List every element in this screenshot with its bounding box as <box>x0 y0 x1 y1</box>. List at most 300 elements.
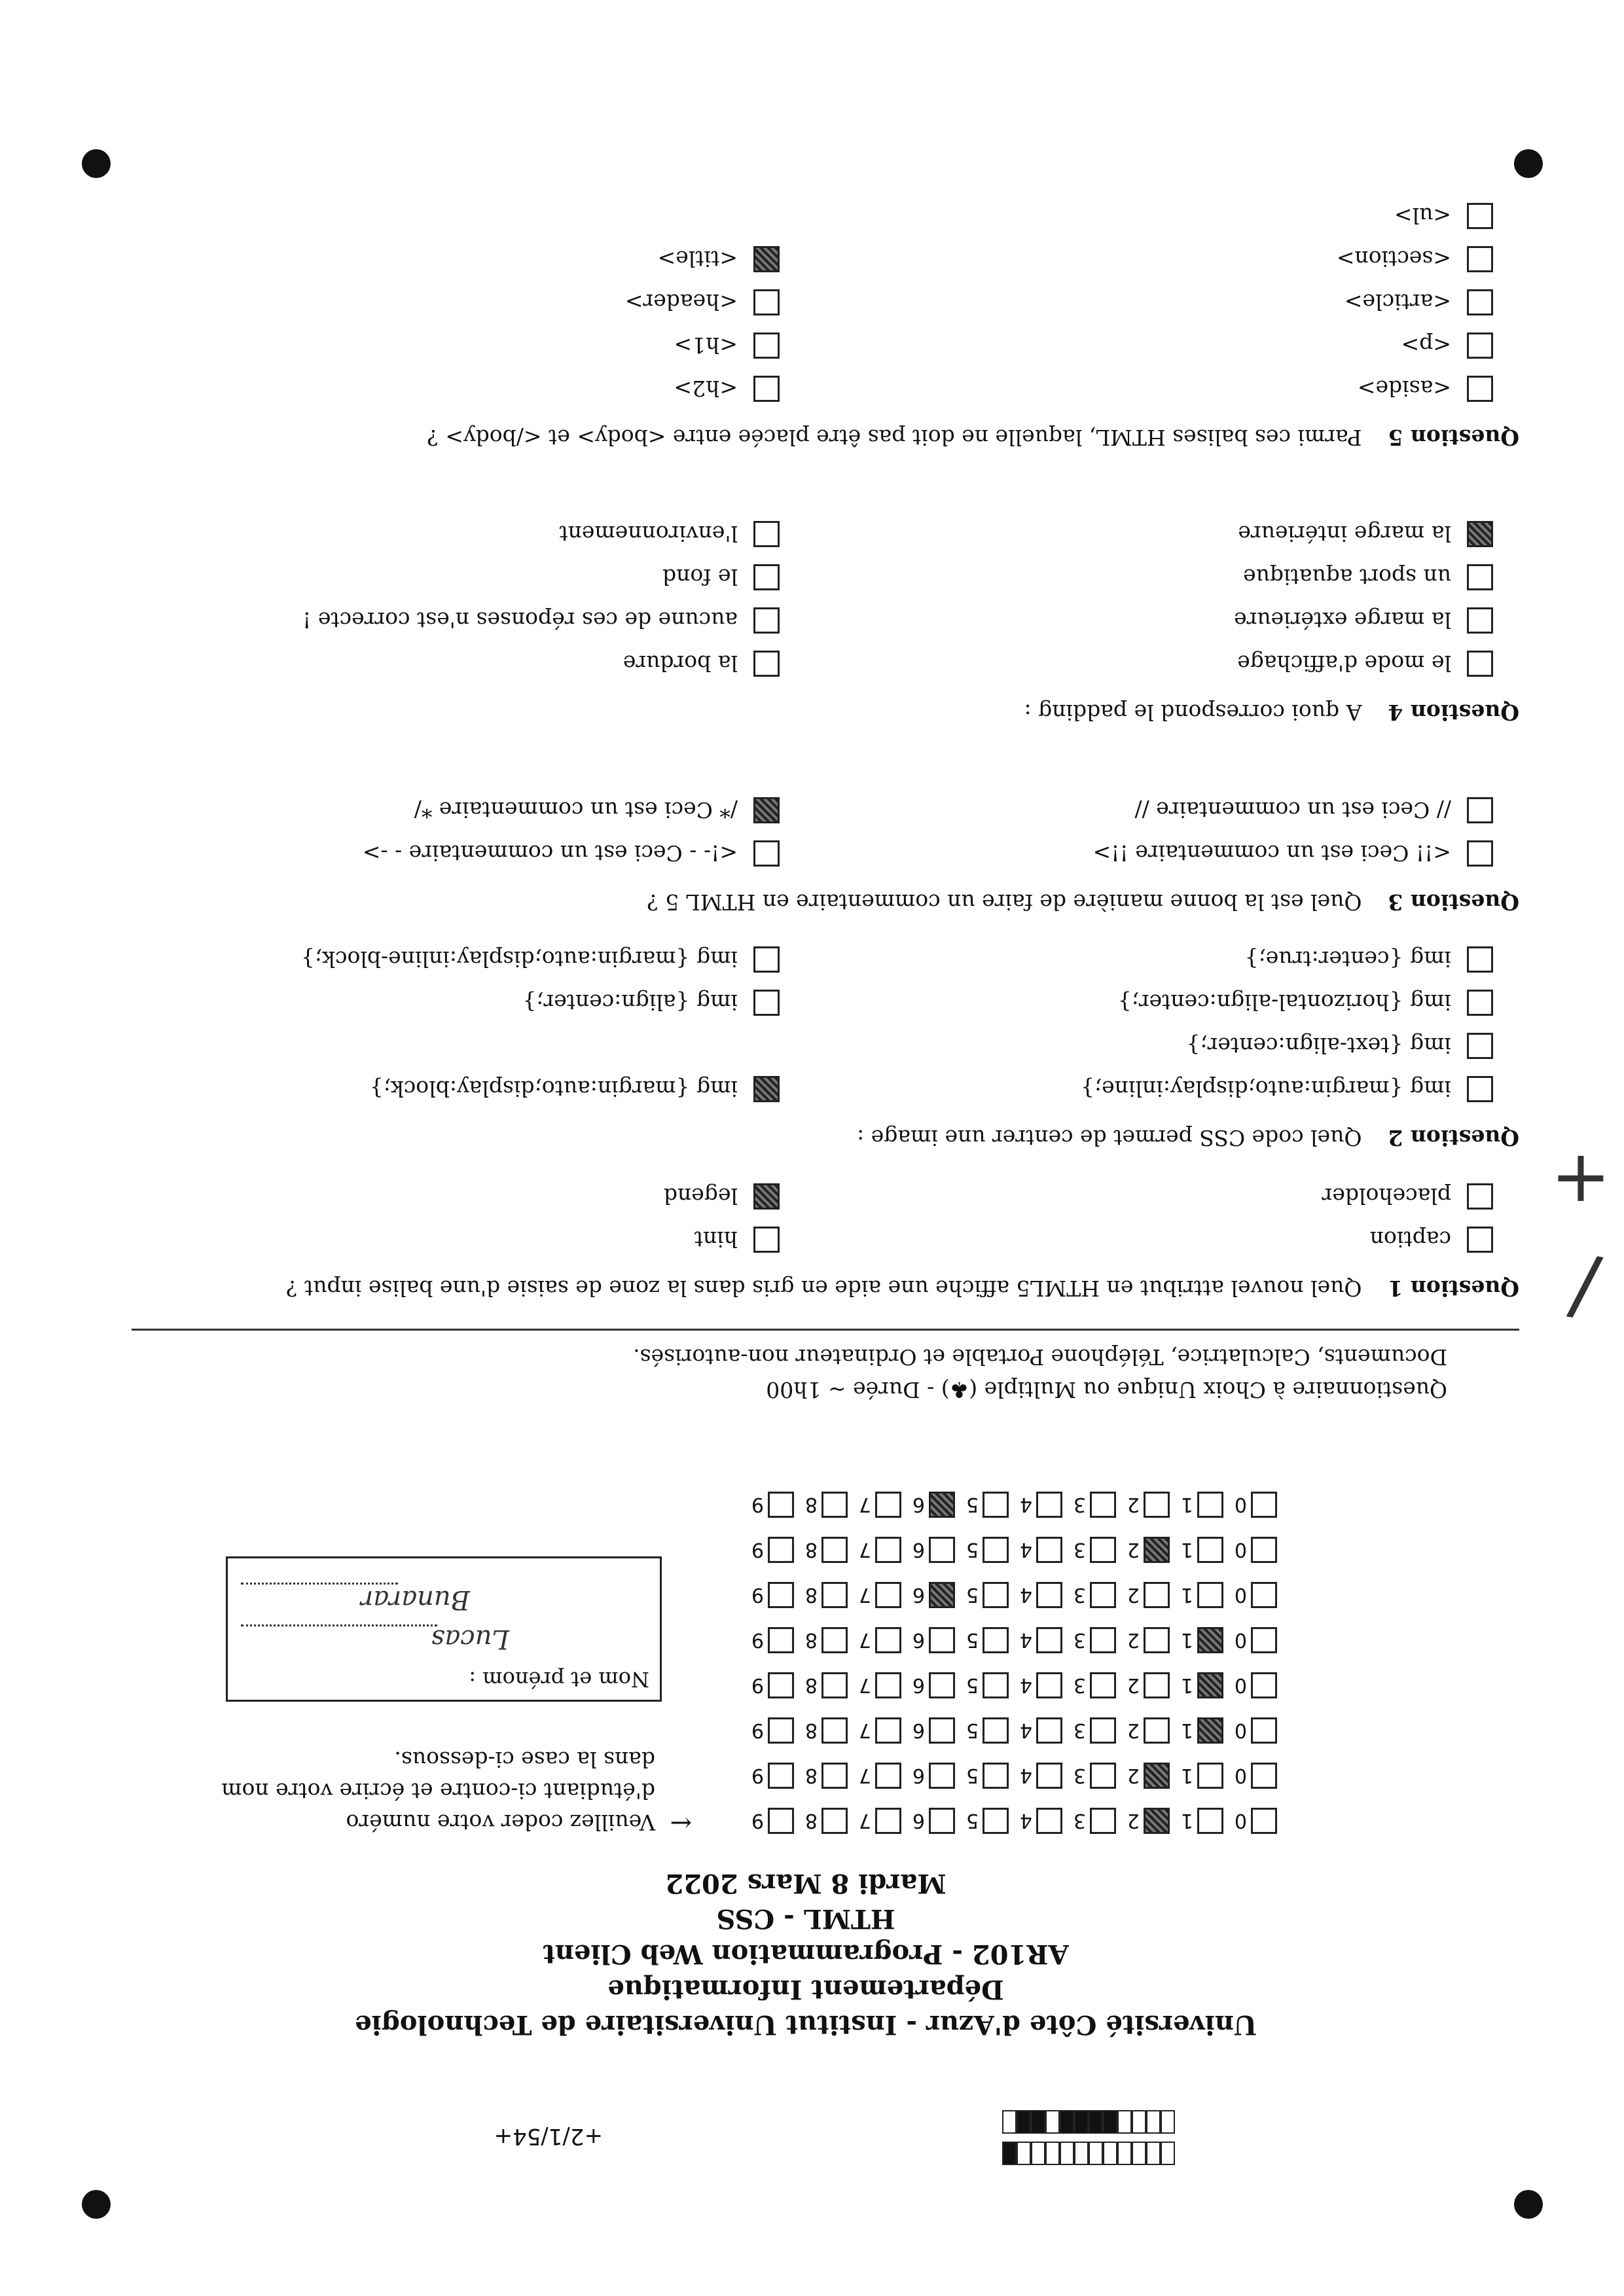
answer-label: la marge extérieure <box>1234 607 1451 634</box>
id-digit-label: 8 <box>804 1764 818 1787</box>
name-box[interactable] <box>226 1556 662 1702</box>
answer-checkbox[interactable] <box>753 990 780 1016</box>
answer-checkbox[interactable] <box>753 246 780 272</box>
id-digit-label: 6 <box>912 1538 925 1562</box>
registration-dot <box>82 149 111 178</box>
answer-choice[interactable] <box>662 564 780 590</box>
id-digit-cell <box>1170 1582 1223 1608</box>
answer-choice[interactable] <box>1358 376 1493 402</box>
answer-label: img {margin:auto;display:inline;} <box>1081 1076 1451 1102</box>
id-digit-label: 5 <box>965 1719 979 1742</box>
id-digit-checkbox[interactable] <box>821 1492 848 1518</box>
id-digit-checkbox[interactable] <box>875 1672 901 1698</box>
id-digit-cell <box>1170 1717 1223 1744</box>
answer-choice[interactable] <box>623 651 780 677</box>
id-digit-label: 5 <box>965 1538 979 1562</box>
id-digit-cell <box>1223 1582 1277 1608</box>
id-digit-label: 1 <box>1180 1583 1193 1607</box>
answer-checkbox[interactable] <box>1467 376 1493 402</box>
answer-label: img {margin:auto;display:inline-block;} <box>300 946 738 973</box>
answer-choice[interactable] <box>370 1076 780 1102</box>
id-digit-label: 3 <box>1073 1538 1086 1562</box>
answer-checkbox[interactable] <box>1467 332 1493 359</box>
id-digit-label: 7 <box>858 1493 871 1516</box>
id-digit-cell <box>901 1717 955 1744</box>
answer-checkbox[interactable] <box>1467 651 1493 677</box>
id-digit-label: 9 <box>751 1809 764 1833</box>
id-digit-checkbox[interactable] <box>1144 1717 1170 1744</box>
id-digit-cell <box>901 1808 955 1834</box>
answer-label: <header> <box>624 289 738 315</box>
answer-checkbox[interactable] <box>753 521 780 547</box>
id-digit-cell <box>794 1672 848 1698</box>
id-digit-checkbox[interactable] <box>821 1672 848 1698</box>
id-digit-checkbox[interactable] <box>1197 1492 1223 1518</box>
id-digit-checkbox[interactable] <box>768 1492 794 1518</box>
id-digit-checkbox[interactable] <box>1251 1672 1277 1698</box>
answer-choice[interactable] <box>625 289 780 315</box>
id-digit-label: 2 <box>1127 1809 1140 1833</box>
id-digit-label: 2 <box>1127 1628 1140 1652</box>
id-digit-cell <box>1116 1537 1170 1563</box>
answer-label: caption <box>1369 1227 1451 1253</box>
id-digit-row <box>740 1537 1277 1563</box>
id-digit-label: 8 <box>804 1583 818 1607</box>
id-digit-checkbox[interactable] <box>1090 1492 1116 1518</box>
id-digit-cell <box>955 1717 1009 1744</box>
id-instruction-line: d'étudiant ci-contre et écrire votre nom <box>221 1778 655 1804</box>
id-digit-cell <box>955 1763 1009 1789</box>
id-digit-cell <box>848 1582 901 1608</box>
grading-mark: / <box>1563 1241 1606 1336</box>
answer-checkbox[interactable] <box>1467 1183 1493 1210</box>
id-digit-cell <box>740 1808 794 1834</box>
answer-choice[interactable] <box>302 607 780 634</box>
id-digit-checkbox[interactable] <box>983 1763 1009 1789</box>
answer-checkbox[interactable] <box>753 1076 780 1102</box>
answer-checkbox[interactable] <box>1467 289 1493 315</box>
answer-label: <h2> <box>674 376 738 402</box>
id-digit-checkbox[interactable] <box>1251 1537 1277 1563</box>
id-digit-checkbox[interactable] <box>1036 1537 1062 1563</box>
answer-checkbox[interactable] <box>753 289 780 315</box>
answer-checkbox[interactable] <box>1467 607 1493 634</box>
id-digit-checkbox[interactable] <box>1036 1627 1062 1653</box>
id-digit-checkbox[interactable] <box>1197 1717 1223 1744</box>
id-digit-checkbox[interactable] <box>1144 1672 1170 1698</box>
answer-choice[interactable] <box>1370 1227 1493 1253</box>
answer-choice[interactable] <box>674 332 780 359</box>
registration-dot <box>82 2190 111 2219</box>
barcode-top <box>1002 2142 1175 2165</box>
answer-checkbox[interactable] <box>753 607 780 634</box>
answer-label: img {text-align:center;} <box>1186 1033 1451 1059</box>
id-digit-cell <box>740 1537 794 1563</box>
id-digit-row <box>740 1492 1277 1518</box>
id-digit-checkbox[interactable] <box>875 1537 901 1563</box>
handwritten-name: Lucas <box>431 1624 509 1654</box>
barcode-cell <box>1146 2110 1161 2134</box>
answer-choice[interactable] <box>1234 607 1493 634</box>
id-digit-label: 6 <box>912 1764 925 1787</box>
answer-checkbox[interactable] <box>753 946 780 973</box>
answer-choice[interactable] <box>363 840 780 867</box>
instructions-line: Questionnaire à Choix Unique ou Multiple (♣) - Durée ~ 1h00 <box>766 1377 1447 1403</box>
id-digit-label: 5 <box>965 1493 979 1516</box>
id-digit-cell <box>901 1763 955 1789</box>
answer-checkbox[interactable] <box>1467 797 1493 823</box>
id-digit-checkbox[interactable] <box>1144 1492 1170 1518</box>
id-digit-checkbox[interactable] <box>875 1717 901 1744</box>
id-digit-checkbox[interactable] <box>1036 1672 1062 1698</box>
answer-choice[interactable] <box>559 521 780 547</box>
id-digit-checkbox[interactable] <box>768 1537 794 1563</box>
answer-checkbox[interactable] <box>1467 203 1493 229</box>
id-digit-cell <box>1009 1492 1062 1518</box>
id-digit-label: 9 <box>751 1583 764 1607</box>
instructions-line: Documents, Calculatrice, Téléphone Portable et Ordinateur non-autorisés. <box>633 1344 1447 1370</box>
id-digit-checkbox[interactable] <box>1197 1582 1223 1608</box>
registration-dot <box>1514 149 1543 178</box>
id-digit-checkbox[interactable] <box>1036 1717 1062 1744</box>
id-digit-checkbox[interactable] <box>1036 1492 1062 1518</box>
id-digit-checkbox[interactable] <box>1036 1582 1062 1608</box>
id-digit-checkbox[interactable] <box>1251 1627 1277 1653</box>
answer-checkbox[interactable] <box>753 332 780 359</box>
id-digit-cell <box>901 1627 955 1653</box>
id-digit-checkbox[interactable] <box>929 1537 955 1563</box>
answer-choice[interactable] <box>301 946 780 973</box>
question-title <box>647 889 1519 915</box>
answer-label: la bordure <box>623 651 738 677</box>
question-label: Question 2 <box>1388 1125 1519 1151</box>
id-digit-label: 8 <box>804 1538 818 1562</box>
id-digit-label: 3 <box>1073 1628 1086 1652</box>
id-digit-cell <box>794 1717 848 1744</box>
id-digit-checkbox[interactable] <box>1197 1627 1223 1653</box>
answer-choice[interactable] <box>1237 651 1493 677</box>
id-digit-checkbox[interactable] <box>929 1717 955 1744</box>
id-digit-checkbox[interactable] <box>929 1582 955 1608</box>
barcode-cell <box>1031 2142 1045 2165</box>
id-digit-label: 9 <box>751 1538 764 1562</box>
id-digit-checkbox[interactable] <box>821 1627 848 1653</box>
id-digit-cell <box>1062 1763 1116 1789</box>
id-digit-cell <box>1170 1492 1223 1518</box>
id-digit-checkbox[interactable] <box>1036 1763 1062 1789</box>
answer-checkbox[interactable] <box>753 1183 780 1210</box>
answer-label: <p> <box>1401 332 1451 359</box>
barcode-cell <box>1031 2110 1045 2134</box>
answer-checkbox[interactable] <box>753 1227 780 1253</box>
id-digit-checkbox[interactable] <box>1090 1582 1116 1608</box>
id-digit-label: 1 <box>1180 1719 1193 1742</box>
id-digit-label: 8 <box>804 1628 818 1652</box>
answer-choice[interactable] <box>695 1227 780 1253</box>
id-digit-label: 5 <box>965 1583 979 1607</box>
id-digit-checkbox[interactable] <box>1144 1763 1170 1789</box>
id-digit-cell <box>1009 1763 1062 1789</box>
answer-choice[interactable] <box>1337 246 1493 272</box>
id-digit-cell <box>1062 1627 1116 1653</box>
id-digit-label: 0 <box>1234 1719 1247 1742</box>
id-digit-cell <box>848 1763 901 1789</box>
id-digit-cell <box>1062 1582 1116 1608</box>
id-digit-checkbox[interactable] <box>821 1717 848 1744</box>
id-digit-label: 2 <box>1127 1719 1140 1742</box>
id-digit-checkbox[interactable] <box>929 1808 955 1834</box>
id-digit-label: 4 <box>1019 1583 1032 1607</box>
barcode-cell <box>1060 2110 1074 2134</box>
id-digit-checkbox[interactable] <box>1251 1763 1277 1789</box>
barcode-cell <box>1060 2142 1074 2165</box>
id-digit-cell <box>1009 1537 1062 1563</box>
barcode-cell <box>1132 2142 1146 2165</box>
id-digit-cell <box>848 1492 901 1518</box>
answer-choice[interactable] <box>1344 289 1493 315</box>
answer-choice[interactable] <box>1245 946 1493 973</box>
answer-checkbox[interactable] <box>753 376 780 402</box>
id-digit-label: 5 <box>965 1809 979 1833</box>
answer-choice[interactable] <box>1322 1183 1493 1210</box>
id-instruction-line: dans la case ci-dessous. <box>394 1747 655 1772</box>
answer-checkbox[interactable] <box>1467 840 1493 867</box>
answer-checkbox[interactable] <box>1467 946 1493 973</box>
id-digit-checkbox[interactable] <box>983 1808 1009 1834</box>
id-digit-cell <box>1116 1717 1170 1744</box>
answer-label: img {horizontal-align:center;} <box>1117 990 1451 1016</box>
id-digit-label: 6 <box>912 1493 925 1516</box>
id-digit-label: 2 <box>1127 1674 1140 1697</box>
answer-choice[interactable] <box>1238 521 1493 547</box>
id-digit-checkbox[interactable] <box>768 1717 794 1744</box>
id-digit-checkbox[interactable] <box>1090 1808 1116 1834</box>
id-digit-cell <box>901 1537 955 1563</box>
id-digit-checkbox[interactable] <box>1090 1672 1116 1698</box>
answer-checkbox[interactable] <box>1467 990 1493 1016</box>
id-digit-checkbox[interactable] <box>983 1537 1009 1563</box>
id-digit-cell <box>1116 1627 1170 1653</box>
id-digit-cell <box>901 1672 955 1698</box>
barcode-cell <box>1017 2110 1031 2134</box>
id-digit-label: 4 <box>1019 1538 1032 1562</box>
id-digit-label: 9 <box>751 1674 764 1697</box>
answer-checkbox[interactable] <box>753 651 780 677</box>
answer-label: legend <box>663 1183 738 1210</box>
answer-label: <ul> <box>1394 203 1451 229</box>
answer-choice[interactable] <box>658 246 780 272</box>
id-digit-checkbox[interactable] <box>768 1763 794 1789</box>
id-digit-label: 0 <box>1234 1538 1247 1562</box>
id-digit-label: 1 <box>1180 1764 1193 1787</box>
id-digit-label: 5 <box>965 1764 979 1787</box>
id-digit-cell <box>1009 1808 1062 1834</box>
id-digit-checkbox[interactable] <box>821 1582 848 1608</box>
answer-checkbox[interactable] <box>1467 1076 1493 1102</box>
id-digit-checkbox[interactable] <box>1036 1808 1062 1834</box>
id-digit-label: 4 <box>1019 1809 1032 1833</box>
id-digit-label: 0 <box>1234 1493 1247 1516</box>
id-digit-checkbox[interactable] <box>1197 1763 1223 1789</box>
barcode-cell <box>1161 2110 1175 2134</box>
answer-choice[interactable] <box>1093 840 1493 867</box>
id-digit-label: 3 <box>1073 1809 1086 1833</box>
answer-choice[interactable] <box>522 990 780 1016</box>
id-digit-checkbox[interactable] <box>1144 1582 1170 1608</box>
id-digit-checkbox[interactable] <box>1251 1808 1277 1834</box>
answer-checkbox[interactable] <box>753 797 780 823</box>
answer-choice[interactable] <box>1081 1076 1493 1102</box>
id-digit-checkbox[interactable] <box>768 1808 794 1834</box>
answer-choice[interactable] <box>674 376 780 402</box>
barcode-cell <box>1132 2110 1146 2134</box>
question-title <box>1024 700 1519 725</box>
id-digit-checkbox[interactable] <box>1251 1582 1277 1608</box>
id-digit-cell <box>955 1672 1009 1698</box>
question-label: Question 3 <box>1388 889 1519 915</box>
answer-label: <article> <box>1344 289 1451 315</box>
answer-choice[interactable] <box>664 1183 780 1210</box>
id-digit-cell <box>848 1627 901 1653</box>
answer-checkbox[interactable] <box>753 564 780 590</box>
department-title: Département Informatique <box>607 1974 1004 2005</box>
question-label: Question 5 <box>1388 425 1519 450</box>
answer-checkbox[interactable] <box>753 840 780 867</box>
id-digit-label: 5 <box>965 1674 979 1697</box>
id-digit-label: 0 <box>1234 1764 1247 1787</box>
id-digit-checkbox[interactable] <box>1090 1627 1116 1653</box>
id-digit-label: 3 <box>1073 1583 1086 1607</box>
answer-label: l'environnement <box>559 521 738 547</box>
id-digit-row <box>740 1717 1277 1744</box>
answer-choice[interactable] <box>1243 564 1493 590</box>
question-text: Quel nouvel attribut en HTML5 affiche une aide en gris dans la zone de saisie d'une balise input ? <box>285 1276 1362 1301</box>
id-digit-checkbox[interactable] <box>983 1672 1009 1698</box>
id-digit-cell <box>1223 1763 1277 1789</box>
id-digit-cell <box>1009 1582 1062 1608</box>
id-digit-cell <box>1116 1492 1170 1518</box>
answer-checkbox[interactable] <box>1467 1033 1493 1059</box>
question-title <box>427 425 1519 450</box>
id-digit-cell <box>901 1492 955 1518</box>
id-digit-cell <box>740 1492 794 1518</box>
id-digit-cell <box>1223 1808 1277 1834</box>
answer-choice[interactable] <box>1118 990 1493 1016</box>
id-digit-label: 1 <box>1180 1674 1193 1697</box>
id-digit-checkbox[interactable] <box>821 1808 848 1834</box>
id-digit-cell <box>1170 1808 1223 1834</box>
id-digit-cell <box>955 1808 1009 1834</box>
id-digit-checkbox[interactable] <box>983 1582 1009 1608</box>
id-digit-label: 1 <box>1180 1538 1193 1562</box>
id-digit-cell <box>1116 1763 1170 1789</box>
barcode-cell <box>1089 2110 1103 2134</box>
id-digit-label: 7 <box>858 1538 871 1562</box>
id-digit-checkbox[interactable] <box>1090 1537 1116 1563</box>
id-digit-checkbox[interactable] <box>1197 1808 1223 1834</box>
id-digit-cell <box>1062 1717 1116 1744</box>
id-digit-cell <box>848 1672 901 1698</box>
id-digit-checkbox[interactable] <box>875 1582 901 1608</box>
id-digit-checkbox[interactable] <box>875 1763 901 1789</box>
id-digit-checkbox[interactable] <box>1090 1717 1116 1744</box>
id-digit-checkbox[interactable] <box>1144 1808 1170 1834</box>
id-instruction-line: Veuillez coder votre numéro <box>346 1810 655 1835</box>
id-digit-checkbox[interactable] <box>875 1627 901 1653</box>
answer-choice[interactable] <box>1401 332 1493 359</box>
id-digit-checkbox[interactable] <box>1197 1537 1223 1563</box>
answer-choice[interactable] <box>1187 1033 1494 1059</box>
id-digit-checkbox[interactable] <box>1144 1627 1170 1653</box>
answer-checkbox[interactable] <box>1467 246 1493 272</box>
id-digit-label: 9 <box>751 1719 764 1742</box>
barcode-cell <box>1103 2110 1117 2134</box>
id-digit-checkbox[interactable] <box>983 1717 1009 1744</box>
answer-label: <title> <box>657 246 738 272</box>
answer-checkbox[interactable] <box>1467 564 1493 590</box>
id-digit-checkbox[interactable] <box>768 1672 794 1698</box>
answer-label: <aside> <box>1357 376 1451 402</box>
id-digit-cell <box>1116 1672 1170 1698</box>
id-digit-checkbox[interactable] <box>768 1627 794 1653</box>
answer-label: le mode d'affichage <box>1237 651 1451 677</box>
answer-label: <section> <box>1336 246 1451 272</box>
id-digit-checkbox[interactable] <box>875 1492 901 1518</box>
page-code: +2/1/54+ <box>494 2123 603 2149</box>
id-digit-label: 8 <box>804 1674 818 1697</box>
id-digit-checkbox[interactable] <box>768 1582 794 1608</box>
answer-checkbox[interactable] <box>1467 1227 1493 1253</box>
id-digit-label: 0 <box>1234 1809 1247 1833</box>
id-digit-cell <box>1170 1763 1223 1789</box>
answer-choice[interactable] <box>1394 203 1493 229</box>
id-digit-checkbox[interactable] <box>1197 1672 1223 1698</box>
answer-label: img {align:center;} <box>522 990 738 1016</box>
id-digit-checkbox[interactable] <box>929 1627 955 1653</box>
answer-choice[interactable] <box>414 797 780 823</box>
divider <box>132 1329 1519 1331</box>
id-digit-label: 7 <box>858 1674 871 1697</box>
barcode-cell <box>1146 2142 1161 2165</box>
id-digit-checkbox[interactable] <box>821 1537 848 1563</box>
answer-checkbox[interactable] <box>1467 521 1493 547</box>
id-digit-row <box>740 1808 1277 1834</box>
id-digit-label: 4 <box>1019 1493 1032 1516</box>
id-digit-checkbox[interactable] <box>929 1492 955 1518</box>
barcode-cell <box>1089 2142 1103 2165</box>
id-digit-checkbox[interactable] <box>1144 1537 1170 1563</box>
id-digit-cell <box>1062 1808 1116 1834</box>
id-digit-label: 3 <box>1073 1493 1086 1516</box>
barcode-bottom <box>1002 2110 1175 2134</box>
id-digit-checkbox[interactable] <box>983 1492 1009 1518</box>
id-digit-checkbox[interactable] <box>929 1672 955 1698</box>
barcode-cell <box>1074 2142 1089 2165</box>
id-digit-checkbox[interactable] <box>929 1763 955 1789</box>
id-digit-cell <box>1170 1627 1223 1653</box>
id-digit-checkbox[interactable] <box>1251 1492 1277 1518</box>
id-digit-checkbox[interactable] <box>983 1627 1009 1653</box>
id-digit-checkbox[interactable] <box>1090 1763 1116 1789</box>
answer-choice[interactable] <box>1135 797 1493 823</box>
id-digit-label: 3 <box>1073 1719 1086 1742</box>
id-digit-checkbox[interactable] <box>821 1763 848 1789</box>
id-digit-label: 5 <box>965 1628 979 1652</box>
id-digit-checkbox[interactable] <box>1251 1717 1277 1744</box>
id-digit-checkbox[interactable] <box>875 1808 901 1834</box>
id-digit-cell <box>955 1492 1009 1518</box>
barcode-cell <box>1161 2142 1175 2165</box>
